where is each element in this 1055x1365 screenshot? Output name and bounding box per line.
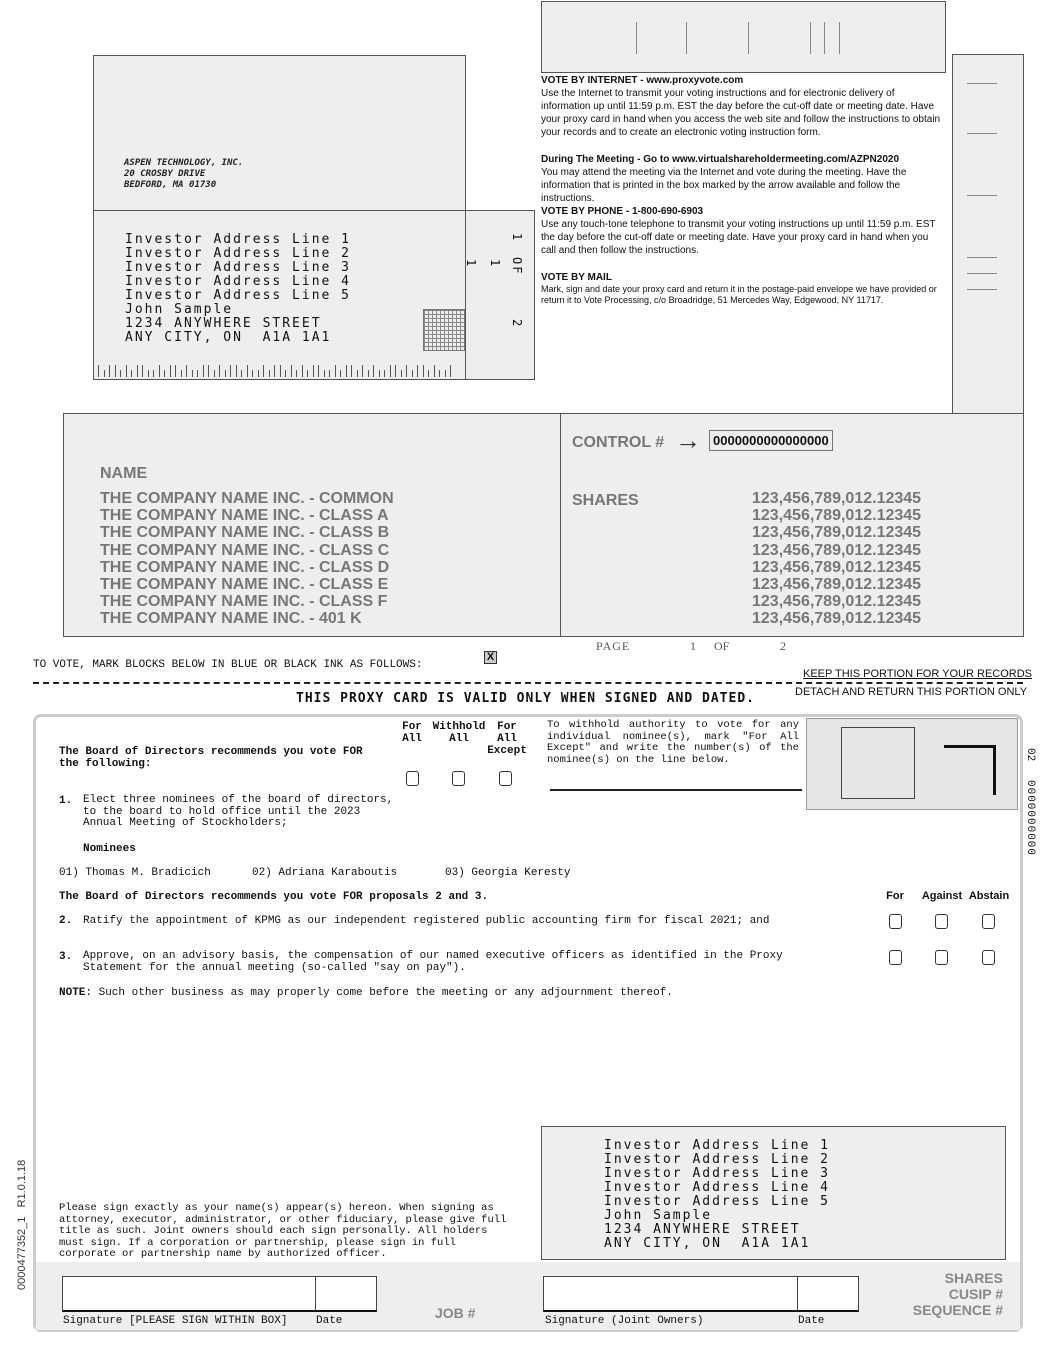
postal-barcode-bar [434, 365, 435, 377]
note [59, 987, 673, 999]
corner-mark [944, 745, 996, 795]
barcode-bar [810, 22, 811, 54]
postal-barcode-bar [236, 365, 237, 377]
investor-name: John Sample [125, 302, 234, 317]
scan-box [806, 718, 1018, 810]
investor-street: 1234 ANYWHERE STREET [125, 316, 322, 331]
signature-label: Signature [PLEASE SIGN WITHIN BOX] [63, 1315, 288, 1327]
postal-barcode-bar [401, 370, 402, 377]
postal-barcode-bar [318, 365, 319, 377]
internet-body: Use the Internet to transmit your voting instructions and for electronic delivery of information up until 11:59 p.m. EST the day before the cut-off date or meeting date. Have your proxy card in hand when you access the web site and follow the instructions to obtain your records and to create an electronic voting instruction form. [541, 88, 941, 138]
postal-barcode-bar [329, 370, 330, 377]
side-number-a: 1 [488, 259, 502, 267]
postal-barcode-bar [423, 365, 424, 377]
share-value: 123,456,789,012.12345 [752, 610, 922, 628]
date-label: Date [316, 1315, 343, 1327]
postal-barcode-bar [164, 370, 165, 377]
postal-barcode-bar [214, 370, 215, 377]
postal-barcode [98, 363, 462, 377]
proposal-2-number: 2. [59, 915, 73, 927]
postal-barcode-bar [373, 365, 374, 377]
investor-line: Investor Address Line 3 [604, 1166, 831, 1181]
postal-barcode-bar [225, 370, 226, 377]
p3-abstain-checkbox[interactable] [982, 950, 995, 965]
investor-street: 1234 ANYWHERE STREET [604, 1222, 801, 1237]
postal-barcode-bar [175, 365, 176, 377]
for-all-except-checkbox[interactable] [499, 771, 512, 786]
withhold-all-checkbox[interactable] [452, 771, 465, 786]
investor-address-box [93, 210, 466, 380]
proposal-2-text: Ratify the appointment of KPMG as our independent registered public accounting firm for fiscal 2021; and [83, 915, 770, 927]
company-name: ASPEN TECHNOLOGY, INC. [124, 158, 244, 168]
postal-barcode-bar [335, 365, 336, 377]
postal-barcode-bar [324, 370, 325, 377]
investor-name: John Sample [604, 1208, 713, 1223]
postal-barcode-bar [98, 365, 99, 377]
barcode-bar [824, 22, 825, 54]
postal-barcode-bar [412, 370, 413, 377]
side-page-number: 1 [510, 233, 524, 243]
postal-barcode-bar [203, 365, 204, 377]
postal-barcode-bar [280, 365, 281, 377]
sequence-label: SEQUENCE # [912, 1302, 1003, 1318]
postal-barcode-bar [153, 370, 154, 377]
share-value: 123,456,789,012.12345 [752, 593, 922, 611]
postal-barcode-bar [274, 365, 275, 377]
investor-city: ANY CITY, ON A1A 1A1 [125, 330, 332, 345]
postal-barcode-bar [428, 370, 429, 377]
postal-barcode-bar [302, 365, 303, 377]
side-number-b: 1 [464, 259, 478, 267]
barcode-bar [686, 22, 687, 54]
vote-marking-instruction: TO VOTE, MARK BLOCKS BELOW IN BLUE OR BLACK INK AS FOLLOWS: [33, 659, 423, 671]
postal-barcode-bar [357, 370, 358, 377]
share-value: 123,456,789,012.12345 [752, 490, 922, 507]
postal-barcode-bar [384, 370, 385, 377]
note-label: NOTE [59, 987, 86, 999]
col-abstain: Abstain [968, 890, 1010, 902]
page-label: PAGE [596, 639, 631, 653]
postal-barcode-bar [192, 370, 193, 377]
holding-name: THE COMPANY NAME INC. - 401 K [100, 610, 362, 628]
proposal-3-text: Approve, on an advisory basis, the compensation of our named executive officers as identified in the Proxy Statement for the annual meeting (so-called "say on pay"). [83, 950, 783, 974]
return-address-box [541, 1126, 1006, 1260]
shares-code-label: SHARES [944, 1270, 1003, 1286]
postal-barcode-bar [252, 370, 253, 377]
col-for: For [886, 890, 904, 902]
postal-barcode-bar [307, 370, 308, 377]
valid-notice: THIS PROXY CARD IS VALID ONLY WHEN SIGNED AND DATED. [296, 691, 755, 706]
job-label: JOB # [435, 1305, 476, 1321]
name-label: NAME [100, 465, 148, 482]
left-code: 0000477352_1 R1.0.1.18 [16, 1159, 28, 1290]
p3-for-checkbox[interactable] [889, 950, 902, 965]
page-total: 2 [780, 639, 786, 653]
joint-signature-label: Signature (Joint Owners) [545, 1315, 704, 1327]
meeting-title: During The Meeting - Go to www.virtualshareholdermeeting.com/AZPN2020 [541, 154, 900, 165]
withhold-instructions: To withhold authority to vote for any individual nominee(s), mark "For All Except" and write the number(s) of the nominee(s) on the line below. [547, 719, 799, 766]
postal-barcode-bar [291, 365, 292, 377]
company-street: 20 CROSBY DRIVE [124, 169, 206, 179]
postal-barcode-bar [120, 370, 121, 377]
postal-barcode-bar [109, 365, 110, 377]
postal-barcode-bar [126, 365, 127, 377]
mail-body: Mark, sign and date your proxy card and return it in the postage-paid envelope we have provided or return it to Vote Processing, c/o Broadridge, 51 Mercedes Way, Edgewood, NY 11717. [541, 284, 937, 305]
col-for-all: For [402, 721, 422, 733]
postal-barcode-bar [263, 365, 264, 377]
company-address-box [93, 55, 466, 213]
postal-barcode-bar [208, 365, 209, 377]
page-indicator-box [465, 210, 535, 380]
col-withhold: Withhold [432, 721, 486, 733]
investor-line: Investor Address Line 4 [604, 1180, 831, 1195]
postal-barcode-bar [219, 365, 220, 377]
strip-mark [967, 195, 997, 196]
phone-body: Use any touch-tone telephone to transmit your voting instructions up until 11:59 p.m. EST the day before the cut-off date or meeting date. Have your proxy card in hand when you call and then follow the instructions. [541, 219, 936, 256]
postal-barcode-bar [450, 365, 451, 377]
shares-label: SHARES [572, 492, 639, 509]
postal-barcode-bar [142, 365, 143, 377]
board-recommendation-2: the following: [59, 758, 152, 770]
page-of: OF [714, 639, 730, 653]
nominee-number-line[interactable] [550, 789, 802, 791]
detach-line [33, 682, 1023, 684]
postal-barcode-bar [104, 370, 105, 377]
nominee-2: 02) Adriana Karaboutis [252, 867, 398, 879]
p2-for-checkbox[interactable] [889, 914, 902, 929]
share-value: 123,456,789,012.12345 [752, 541, 922, 559]
investor-city: ANY CITY, ON A1A 1A1 [604, 1236, 811, 1251]
holding-name: THE COMPANY NAME INC. - CLASS D [100, 558, 390, 576]
joint-signature-box[interactable] [543, 1276, 798, 1312]
meeting-body: You may attend the meeting via the Internet and vote during the meeting. Have the information that is printed in the box marked by the arrow available and follow the instructions. [541, 167, 907, 204]
postal-barcode-bar [137, 365, 138, 377]
postal-barcode-bar [340, 370, 341, 377]
barcode-bar [636, 22, 637, 54]
postal-barcode-bar [115, 365, 116, 377]
p2-abstain-checkbox[interactable] [982, 914, 995, 929]
proposal-1-number: 1. [59, 795, 73, 807]
postal-barcode-bar [351, 365, 352, 377]
postal-barcode-bar [230, 365, 231, 377]
holding-name: THE COMPANY NAME INC. - COMMON [100, 490, 394, 507]
postal-barcode-bar [131, 370, 132, 377]
board-recommendation-23: The Board of Directors recommends you vote FOR proposals 2 and 3. [59, 891, 489, 903]
postal-barcode-bar [417, 365, 418, 377]
barcode-box [541, 1, 946, 73]
holdings-control-box [560, 413, 1024, 637]
internet-title: VOTE BY INTERNET - www.proxyvote.com [541, 75, 744, 86]
mail-title: VOTE BY MAIL [541, 272, 612, 283]
proposal-1-text: Elect three nominees of the board of directors, to the board to hold office until the 2023 Annual Meeting of Stockholders; [83, 794, 394, 829]
page-number: 1 [690, 639, 696, 653]
postal-barcode-bar [406, 365, 407, 377]
sample-mark: X [484, 651, 497, 664]
phone-title: VOTE BY PHONE - 1-800-690-6903 [541, 206, 704, 217]
postal-barcode-bar [395, 365, 396, 377]
holding-name: THE COMPANY NAME INC. - CLASS B [100, 524, 390, 542]
datamatrix-code [423, 309, 465, 351]
holdings-name-box [63, 413, 561, 637]
investor-line: Investor Address Line 2 [604, 1152, 831, 1167]
postal-barcode-bar [296, 370, 297, 377]
side-of: OF [510, 257, 524, 276]
right-code-a: 02 [1024, 748, 1036, 762]
holding-name: THE COMPANY NAME INC. - CLASS E [100, 576, 389, 594]
investor-line: Investor Address Line 2 [125, 246, 352, 261]
postal-barcode-bar [362, 365, 363, 377]
nominee-3: 03) Georgia Keresty [445, 867, 571, 879]
postal-barcode-bar [247, 365, 248, 377]
strip-mark [967, 273, 997, 274]
investor-line: Investor Address Line 1 [604, 1138, 831, 1153]
postal-barcode-bar [445, 370, 446, 377]
p2-against-checkbox[interactable] [935, 914, 948, 929]
nominees-label: Nominees [83, 843, 136, 855]
proposal-3-number: 3. [59, 951, 73, 963]
share-value: 123,456,789,012.12345 [752, 524, 922, 542]
control-label: CONTROL # [572, 434, 665, 451]
share-value: 123,456,789,012.12345 [752, 507, 922, 525]
scan-square [841, 727, 915, 799]
joint-date-label: Date [798, 1315, 825, 1327]
strip-mark [967, 257, 997, 258]
note-text: : Such other business as may properly come before the meeting or any adjournment thereof. [85, 987, 673, 999]
investor-line: Investor Address Line 5 [125, 288, 352, 303]
detach-return-label: DETACH AND RETURN THIS PORTION ONLY [795, 686, 1028, 698]
col-withhold-2: All [449, 733, 469, 745]
postal-barcode-bar [346, 365, 347, 377]
share-value: 123,456,789,012.12345 [752, 576, 922, 594]
postal-barcode-bar [269, 370, 270, 377]
for-all-checkbox[interactable] [406, 771, 419, 786]
vote-instructions [541, 74, 946, 306]
control-arrow-icon: → [675, 425, 701, 455]
side-page-total: 2 [510, 319, 524, 327]
postal-barcode-bar [197, 370, 198, 377]
strip-mark [967, 289, 997, 290]
barcode-bar [748, 22, 749, 54]
holding-name: THE COMPANY NAME INC. - CLASS F [100, 593, 388, 611]
strip-mark [967, 83, 997, 84]
investor-line: Investor Address Line 3 [125, 260, 352, 275]
signature-box[interactable] [62, 1276, 316, 1312]
investor-line: Investor Address Line 1 [125, 232, 352, 247]
postal-barcode-bar [170, 365, 171, 377]
right-code-b: 0000000000 [1024, 780, 1036, 857]
col-for-all-2: All [402, 733, 422, 745]
postal-barcode-bar [313, 365, 314, 377]
right-strip [952, 54, 1024, 414]
investor-line: Investor Address Line 5 [604, 1194, 831, 1209]
strip-mark [967, 133, 997, 134]
company-city: BEDFORD, MA 01730 [124, 180, 217, 190]
col-except: For All [497, 721, 517, 745]
postal-barcode-bar [368, 370, 369, 377]
joint-date-box[interactable] [797, 1276, 859, 1312]
postal-barcode-bar [390, 365, 391, 377]
p3-against-checkbox[interactable] [935, 950, 948, 965]
postal-barcode-bar [439, 370, 440, 377]
control-number: 0000000000000000 [709, 430, 833, 451]
keep-portion-label: KEEP THIS PORTION FOR YOUR RECORDS [803, 668, 1033, 680]
postal-barcode-bar [181, 370, 182, 377]
postal-barcode-bar [148, 370, 149, 377]
signing-instructions: Please sign exactly as your name(s) appear(s) hereon. When signing as attorney, executor, administrator, or other fiduciary, please give full title as such. Joint owners should each sign personally. All holders must sign. If a corporation or partnership, please sign in full corporate or partnership name by authorized officer. [59, 1202, 507, 1260]
cusip-label: CUSIP # [948, 1286, 1003, 1302]
nominee-1: 01) Thomas M. Bradicich [59, 867, 211, 879]
investor-line: Investor Address Line 4 [125, 274, 352, 289]
postal-barcode-bar [186, 365, 187, 377]
barcode-bar [839, 22, 840, 54]
postal-barcode-bar [241, 370, 242, 377]
postal-barcode-bar [258, 370, 259, 377]
share-value: 123,456,789,012.12345 [752, 558, 922, 576]
col-except-2: Except [487, 745, 527, 757]
holding-name: THE COMPANY NAME INC. - CLASS C [100, 541, 390, 559]
postal-barcode-bar [159, 365, 160, 377]
postal-barcode-bar [285, 370, 286, 377]
postal-barcode-bar [379, 370, 380, 377]
col-against: Against [921, 890, 963, 902]
holding-name: THE COMPANY NAME INC. - CLASS A [100, 507, 389, 525]
board-recommendation: The Board of Directors recommends you vote FOR [59, 746, 363, 758]
date-box[interactable] [315, 1276, 377, 1312]
